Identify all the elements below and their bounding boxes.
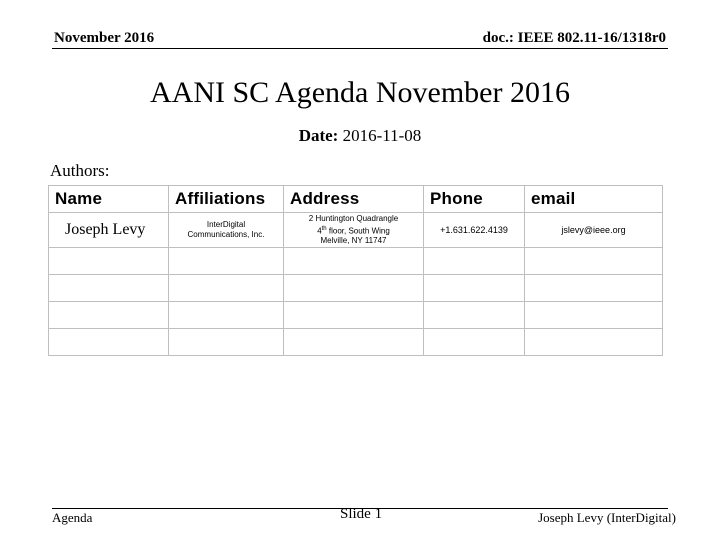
- table-row-empty: [49, 275, 663, 302]
- authors-table: [48, 185, 663, 356]
- header-rule: [52, 48, 668, 49]
- footer-author: Joseph Levy (InterDigital): [538, 510, 676, 525]
- address-floor-rest: floor, South Wing: [326, 226, 390, 236]
- date-value: 2016-11-08: [342, 126, 422, 145]
- author-affiliation: [169, 213, 284, 248]
- affiliation-line: InterDigital: [206, 220, 246, 229]
- header-phone: Phone: [424, 186, 525, 213]
- table-row-empty: [49, 248, 663, 275]
- header-email: email: [525, 186, 663, 213]
- date-line: [0, 126, 720, 146]
- table-row-empty: [49, 329, 663, 356]
- address-line: Melville, NY 11747: [320, 236, 387, 246]
- header-name: Name: [49, 186, 169, 213]
- address-floor: 4: [317, 226, 322, 236]
- header-date: November 2016: [54, 30, 155, 46]
- table-row-empty: [49, 302, 663, 329]
- address-line: [284, 224, 423, 237]
- slide-number: Slide 1: [340, 506, 383, 522]
- author-name: Joseph Levy: [49, 213, 169, 248]
- header-doc-id: doc.: IEEE 802.11-16/1318r0: [482, 30, 666, 46]
- affiliation-line: Communications, Inc.: [187, 230, 265, 239]
- table-row: [49, 213, 663, 248]
- date-label: Date:: [298, 126, 339, 145]
- authors-label: Authors:: [50, 161, 110, 180]
- author-phone: +1.631.622.4139: [424, 213, 525, 248]
- header-address: Address: [284, 186, 424, 213]
- table-header-row: [49, 186, 663, 213]
- slide-title: AANI SC Agenda November 2016: [150, 76, 570, 109]
- header-affiliations: Affiliations: [169, 186, 284, 213]
- author-email: jslevy@ieee.org: [525, 213, 663, 248]
- address-sup: th: [321, 225, 327, 232]
- address-line: 2 Huntington Quadrangle: [308, 213, 399, 223]
- footer-section: Agenda: [52, 510, 93, 525]
- author-address: [284, 213, 424, 248]
